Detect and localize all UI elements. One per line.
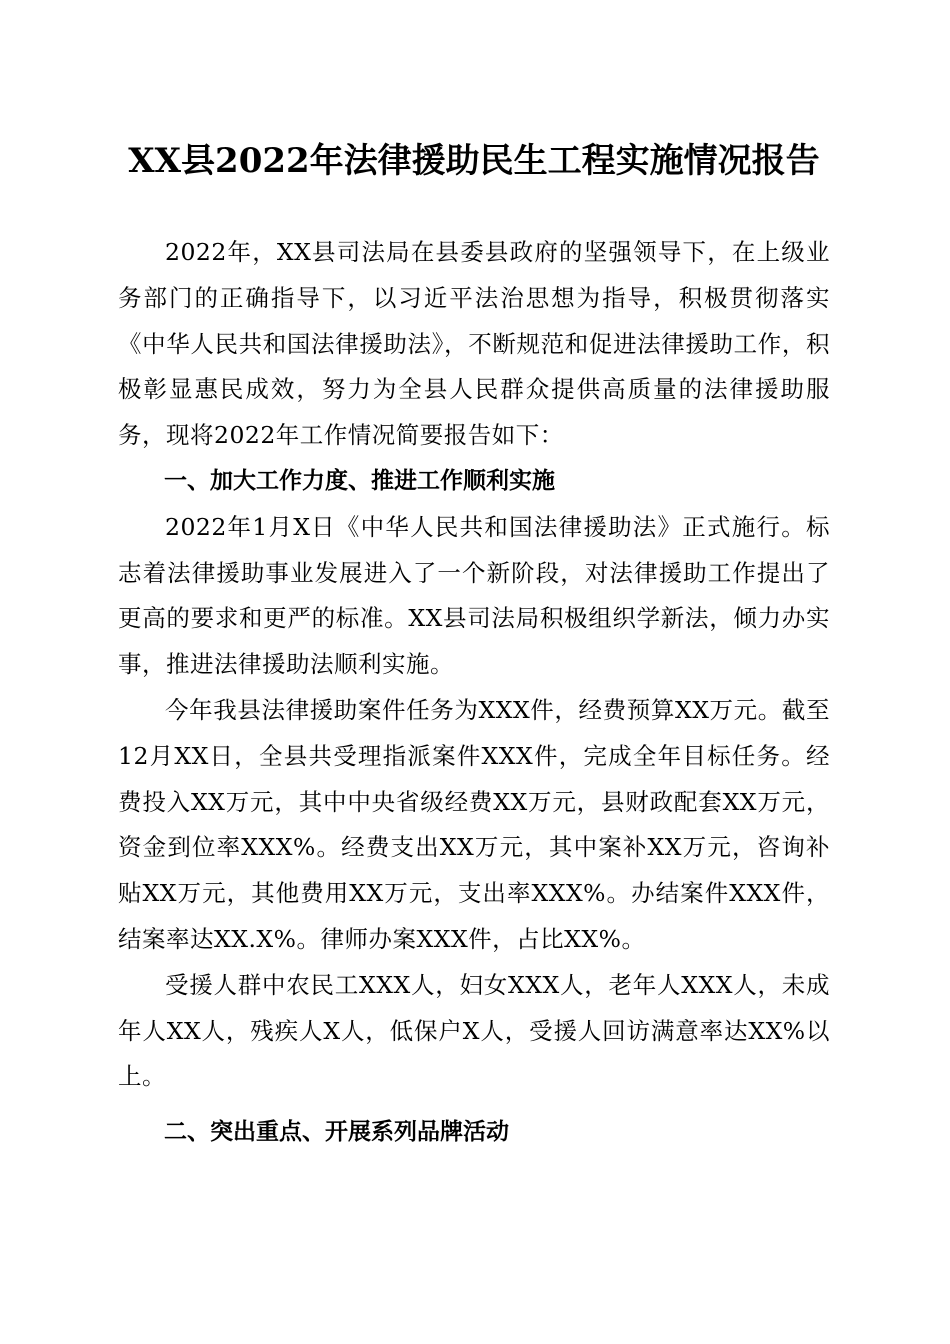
section-2-heading: 二、突出重点、开展系列品牌活动	[164, 1119, 509, 1146]
document-title: XX县2022年法律援助民生工程实施情况报告	[128, 141, 820, 181]
intro-paragraph: 2022年，XX县司法局在县委县政府的坚强领导下，在上级业务部门的正确指导下，以习近平法治思想为指导，积极贯彻落实《中华人民共和国法律援助法》，不断规范和促进法律援助工作，积极彰显惠民成效，努力为全县人民群众提供高质量的法律援助服务，现将2022年工作情况简要报告如下：	[118, 238, 830, 450]
section-1-paragraph-1: 2022年1月X日《中华人民共和国法律援助法》正式施行。标志着法律援助事业发展进入了一个新阶段，对法律援助工作提出了更高的要求和更严的标准。XX县司法局积极组织学新法，倾力办实事，推进法律援助法顺利实施。	[118, 512, 830, 679]
document-body	[118, 230, 830, 1156]
section-1-paragraph-2: 今年我县法律援助案件任务为XXX件，经费预算XX万元。截至12月XX日，全县共受理指派案件XXX件，完成全年目标任务。经费投入XX万元，其中中央省级经费XX万元，县财政配套XX万元，资金到位率XXX%。经费支出XX万元，其中案补XX万元，咨询补贴XX万元，其他费用XX万元，支出率XXX%。办结案件XXX件，结案率达XX.X%。律师办案XXX件，占比XX%。	[118, 695, 830, 953]
section-1-paragraph-3: 受援人群中农民工XXX人，妇女XXX人，老年人XXX人，未成年人XX人，残疾人X人，低保户X人，受援人回访满意率达XX%以上。	[118, 970, 830, 1091]
section-1-heading: 一、加大工作力度、推进工作顺利实施	[164, 467, 555, 494]
